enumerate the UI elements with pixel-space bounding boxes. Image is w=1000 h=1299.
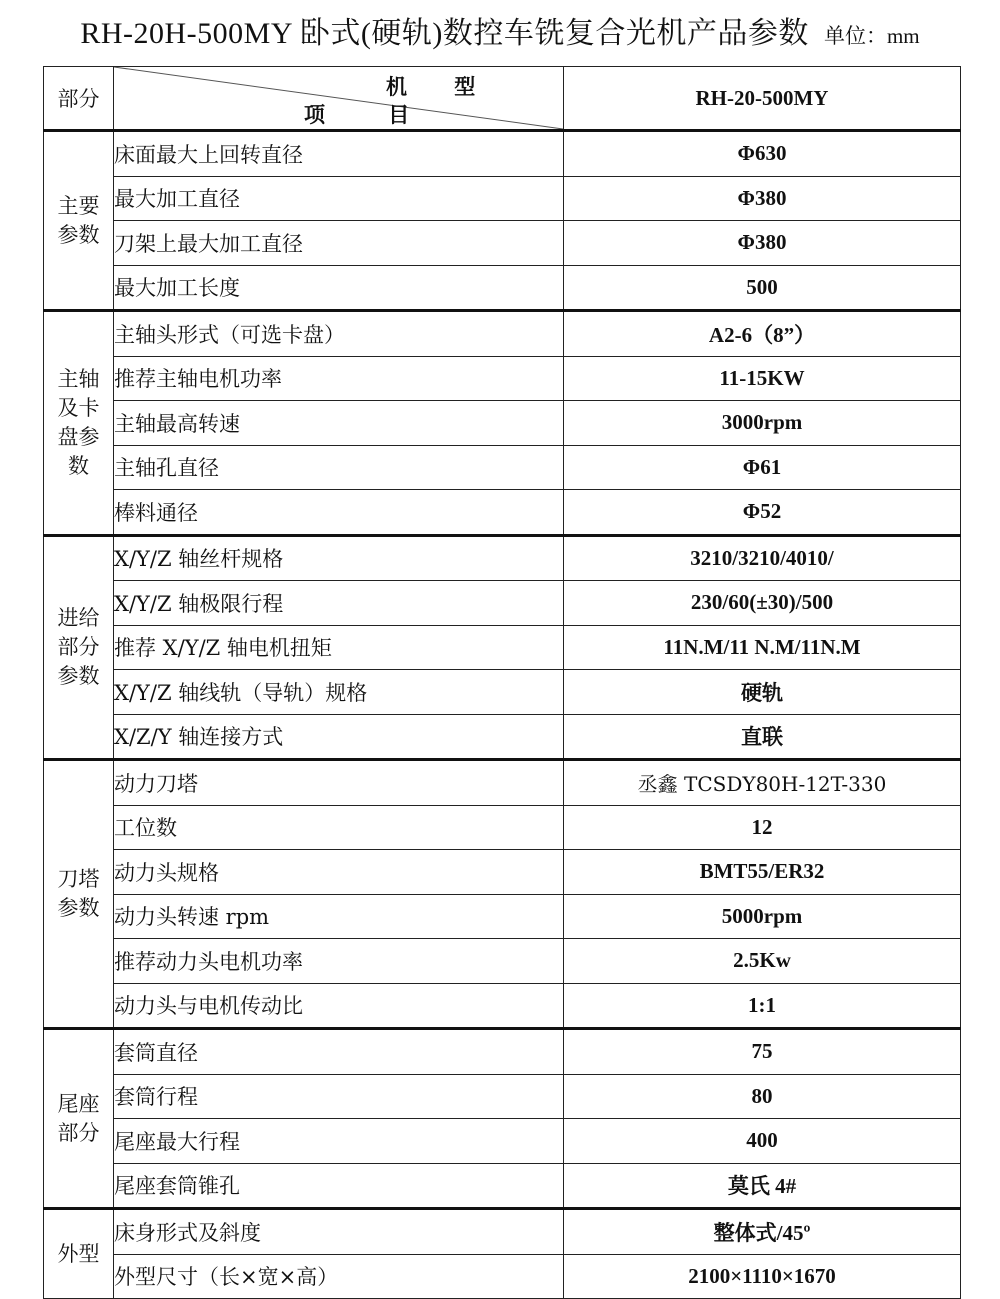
param-name: X/Z/Y 轴连接方式 [114, 714, 564, 760]
group-name: 进给 部分 参数 [44, 535, 114, 760]
param-value: 莫氏 4# [564, 1163, 961, 1209]
param-value: Φ380 [564, 176, 961, 221]
param-name: 套筒行程 [114, 1074, 564, 1119]
param-value: 丞鑫 TCSDY80H-12T-330 [564, 760, 961, 806]
table-row [44, 131, 961, 177]
param-name: 套筒直径 [114, 1029, 564, 1075]
param-name: 外型尺寸（长×宽×高） [114, 1254, 564, 1299]
model-name: RH-20-500MY [564, 67, 961, 131]
table-row [44, 1254, 961, 1299]
param-name: 动力刀塔 [114, 760, 564, 806]
param-name: 动力头与电机传动比 [114, 983, 564, 1029]
param-value: 230/60(±30)/500 [564, 581, 961, 626]
table-row [44, 535, 961, 581]
param-name: 工位数 [114, 805, 564, 850]
param-value: 80 [564, 1074, 961, 1119]
param-value: 12 [564, 805, 961, 850]
table-row [44, 581, 961, 626]
param-name: X/Y/Z 轴线轨（导轨）规格 [114, 670, 564, 715]
item-label: 项 目 [304, 102, 438, 127]
table-header-row [44, 67, 961, 131]
param-value: A2-6（8”） [564, 311, 961, 357]
param-name: 主轴孔直径 [114, 445, 564, 490]
param-name: 尾座套筒锥孔 [114, 1163, 564, 1209]
table-row [44, 1163, 961, 1209]
group-name: 尾座 部分 [44, 1029, 114, 1209]
param-value: 3000rpm [564, 401, 961, 446]
param-value: BMT55/ER32 [564, 850, 961, 895]
param-value: 400 [564, 1119, 961, 1164]
table-row [44, 221, 961, 266]
group-name: 主轴 及卡 盘参 数 [44, 311, 114, 536]
param-value: 500 [564, 265, 961, 311]
param-value: 75 [564, 1029, 961, 1075]
table-row [44, 265, 961, 311]
table-row [44, 850, 961, 895]
param-value: 3210/3210/4010/ [564, 535, 961, 581]
table-row [44, 445, 961, 490]
param-value: Φ630 [564, 131, 961, 177]
page-title: RH-20H-500MY 卧式(硬轨)数控车铣复合光机产品参数 [80, 17, 809, 50]
model-label: 机 型 [386, 74, 496, 99]
param-name: 主轴头形式（可选卡盘） [114, 311, 564, 357]
table-row [44, 401, 961, 446]
param-name: 动力头规格 [114, 850, 564, 895]
param-value: 5000rpm [564, 894, 961, 939]
table-row [44, 176, 961, 221]
spec-table-body [44, 67, 961, 1299]
table-row [44, 939, 961, 984]
group-name: 刀塔 参数 [44, 760, 114, 1029]
param-name: 最大加工直径 [114, 176, 564, 221]
table-row [44, 805, 961, 850]
part-column-header: 部分 [44, 67, 114, 131]
table-row [44, 714, 961, 760]
table-row [44, 1119, 961, 1164]
param-value: 1:1 [564, 983, 961, 1029]
group-name: 主要 参数 [44, 131, 114, 311]
param-value: 整体式/45º [564, 1209, 961, 1255]
param-value: 2100×1110×1670 [564, 1254, 961, 1299]
param-name: 动力头转速 rpm [114, 894, 564, 939]
param-name: X/Y/Z 轴极限行程 [114, 581, 564, 626]
param-value: 11-15KW [564, 356, 961, 401]
table-row [44, 1029, 961, 1075]
param-name: 棒料通径 [114, 490, 564, 536]
param-value: 2.5Kw [564, 939, 961, 984]
spec-table [43, 66, 961, 1299]
param-value: Φ52 [564, 490, 961, 536]
param-value: Φ380 [564, 221, 961, 266]
diagonal-header-cell [114, 67, 564, 131]
param-name: 推荐主轴电机功率 [114, 356, 564, 401]
table-row [44, 1209, 961, 1255]
param-name: 推荐动力头电机功率 [114, 939, 564, 984]
param-name: 刀架上最大加工直径 [114, 221, 564, 266]
table-row [44, 894, 961, 939]
param-name: 推荐 X/Y/Z 轴电机扭矩 [114, 625, 564, 670]
table-row [44, 625, 961, 670]
param-name: 床面最大上回转直径 [114, 131, 564, 177]
table-row [44, 670, 961, 715]
table-row [44, 356, 961, 401]
param-name: 床身形式及斜度 [114, 1209, 564, 1255]
param-value: 11N.M/11 N.M/11N.M [564, 625, 961, 670]
title-row [0, 8, 1000, 56]
unit-label: 单位：mm [823, 24, 920, 48]
param-name: X/Y/Z 轴丝杆规格 [114, 535, 564, 581]
table-row [44, 760, 961, 806]
table-row [44, 983, 961, 1029]
param-name: 尾座最大行程 [114, 1119, 564, 1164]
param-value: 直联 [564, 714, 961, 760]
param-value: Φ61 [564, 445, 961, 490]
table-row [44, 1074, 961, 1119]
param-value: 硬轨 [564, 670, 961, 715]
param-name: 主轴最高转速 [114, 401, 564, 446]
table-row [44, 490, 961, 536]
group-name: 外型 [44, 1209, 114, 1299]
table-row [44, 311, 961, 357]
param-name: 最大加工长度 [114, 265, 564, 311]
